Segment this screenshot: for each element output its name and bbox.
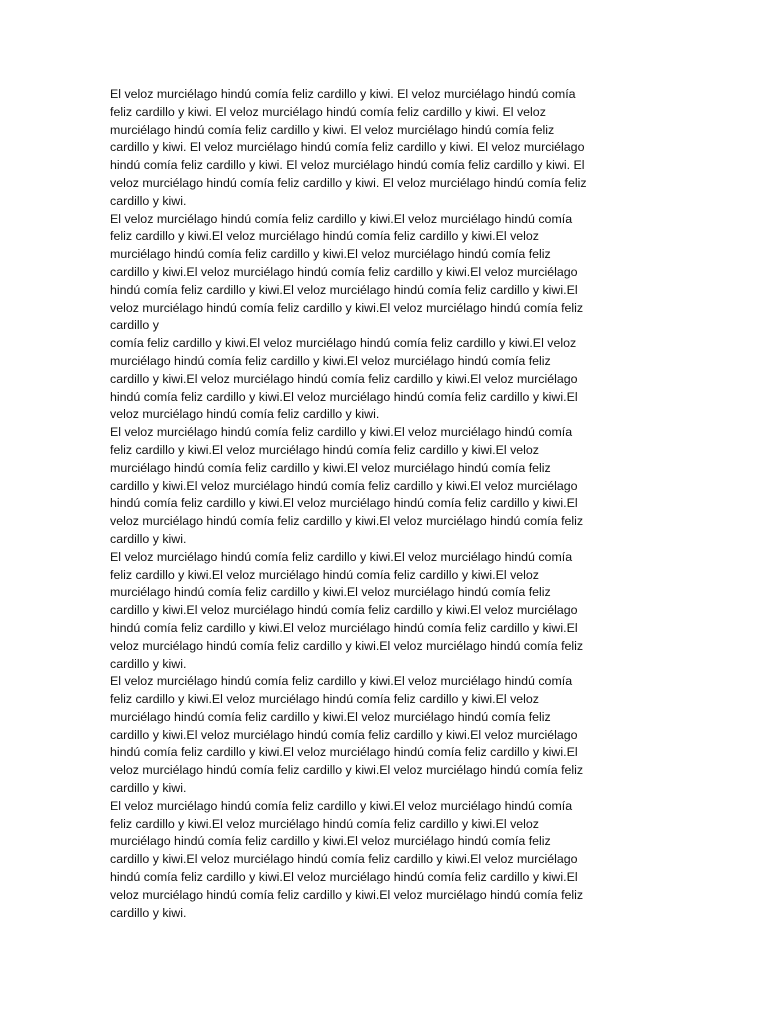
text-line: cardillo y kiwi. [110,656,187,671]
text-line: cardillo y [110,318,159,333]
text-line: comía feliz cardillo y kiwi.El veloz murciélago hindú comía feliz cardillo y kiwi.El veloz [110,336,577,351]
text-line: veloz murciélago hindú comía feliz cardillo y kiwi. [110,407,380,422]
text-line: murciélago hindú comía feliz cardillo y kiwi.El veloz murciélago hindú comía feliz [110,247,551,262]
text-line: veloz murciélago hindú comía feliz cardillo y kiwi.El veloz murciélago hindú comía feliz [110,763,584,778]
text-line: cardillo y kiwi. [110,193,187,208]
text-line: hindú comía feliz cardillo y kiwi. El veloz murciélago hindú comía feliz cardillo y kiwi. El [110,158,585,173]
text-line: feliz cardillo y kiwi.El veloz murciélago hindú comía feliz cardillo y kiwi.El veloz [110,692,540,707]
text-line: murciélago hindú comía feliz cardillo y kiwi.El veloz murciélago hindú comía feliz [110,353,551,368]
text-line: cardillo y kiwi. [110,905,187,920]
text-line: cardillo y kiwi.El veloz murciélago hindú comía feliz cardillo y kiwi.El veloz murciélago [110,478,578,493]
text-line: hindú comía feliz cardillo y kiwi.El veloz murciélago hindú comía feliz cardillo y kiwi.El [110,870,578,885]
text-line: murciélago hindú comía feliz cardillo y kiwi.El veloz murciélago hindú comía feliz [110,585,551,600]
text-line: murciélago hindú comía feliz cardillo y kiwi. El veloz murciélago hindú comía feliz [110,122,555,137]
text-line: hindú comía feliz cardillo y kiwi.El veloz murciélago hindú comía feliz cardillo y kiwi.El [110,389,578,404]
text-line: El veloz murciélago hindú comía feliz cardillo y kiwi.El veloz murciélago hindú comía [110,425,573,440]
text-line: cardillo y kiwi. El veloz murciélago hindú comía feliz cardillo y kiwi. El veloz murciélago [110,140,585,155]
text-line: hindú comía feliz cardillo y kiwi.El veloz murciélago hindú comía feliz cardillo y kiwi.El [110,620,578,635]
text-line: murciélago hindú comía feliz cardillo y kiwi.El veloz murciélago hindú comía feliz [110,709,551,724]
text-line: hindú comía feliz cardillo y kiwi.El veloz murciélago hindú comía feliz cardillo y kiwi.El [110,282,578,297]
text-line: cardillo y kiwi.El veloz murciélago hindú comía feliz cardillo y kiwi.El veloz murciélago [110,852,578,867]
text-line: veloz murciélago hindú comía feliz cardillo y kiwi.El veloz murciélago hindú comía feliz [110,300,584,315]
text-line: cardillo y kiwi. [110,781,187,796]
text-line: El veloz murciélago hindú comía feliz cardillo y kiwi. El veloz murciélago hindú comía [110,87,576,101]
text-line: veloz murciélago hindú comía feliz cardillo y kiwi.El veloz murciélago hindú comía feliz [110,887,584,902]
text-line: veloz murciélago hindú comía feliz cardillo y kiwi.El veloz murciélago hindú comía feliz [110,638,584,653]
text-line: hindú comía feliz cardillo y kiwi.El veloz murciélago hindú comía feliz cardillo y kiwi.El [110,496,578,511]
text-line: cardillo y kiwi. [110,531,187,546]
text-line: feliz cardillo y kiwi.El veloz murciélago hindú comía feliz cardillo y kiwi.El veloz [110,567,540,582]
text-line: El veloz murciélago hindú comía feliz cardillo y kiwi.El veloz murciélago hindú comía [110,549,573,564]
text-line: murciélago hindú comía feliz cardillo y kiwi.El veloz murciélago hindú comía feliz [110,460,551,475]
text-line: feliz cardillo y kiwi.El veloz murciélago hindú comía feliz cardillo y kiwi.El veloz [110,816,540,831]
text-line: veloz murciélago hindú comía feliz cardillo y kiwi. El veloz murciélago hindú comía feliz [110,175,587,190]
text-line: feliz cardillo y kiwi.El veloz murciélago hindú comía feliz cardillo y kiwi.El veloz [110,229,540,244]
text-line: veloz murciélago hindú comía feliz cardillo y kiwi.El veloz murciélago hindú comía feliz [110,514,584,529]
document-body [110,86,658,922]
text-line: cardillo y kiwi.El veloz murciélago hindú comía feliz cardillo y kiwi.El veloz murciélago [110,603,578,618]
text-line: murciélago hindú comía feliz cardillo y kiwi.El veloz murciélago hindú comía feliz [110,834,551,849]
text-line: feliz cardillo y kiwi.El veloz murciélago hindú comía feliz cardillo y kiwi.El veloz [110,442,540,457]
text-line: El veloz murciélago hindú comía feliz cardillo y kiwi.El veloz murciélago hindú comía [110,798,573,813]
text-line: El veloz murciélago hindú comía feliz cardillo y kiwi.El veloz murciélago hindú comía [110,211,573,226]
text-line: cardillo y kiwi.El veloz murciélago hindú comía feliz cardillo y kiwi.El veloz murciélago [110,371,578,386]
text-line: cardillo y kiwi.El veloz murciélago hindú comía feliz cardillo y kiwi.El veloz murciélago [110,264,578,279]
text-line: cardillo y kiwi.El veloz murciélago hindú comía feliz cardillo y kiwi.El veloz murciélago [110,727,578,742]
text-line: hindú comía feliz cardillo y kiwi.El veloz murciélago hindú comía feliz cardillo y kiwi.El [110,745,578,760]
text-line: El veloz murciélago hindú comía feliz cardillo y kiwi.El veloz murciélago hindú comía [110,674,573,689]
text-line: feliz cardillo y kiwi. El veloz murciélago hindú comía feliz cardillo y kiwi. El veloz [110,104,546,119]
